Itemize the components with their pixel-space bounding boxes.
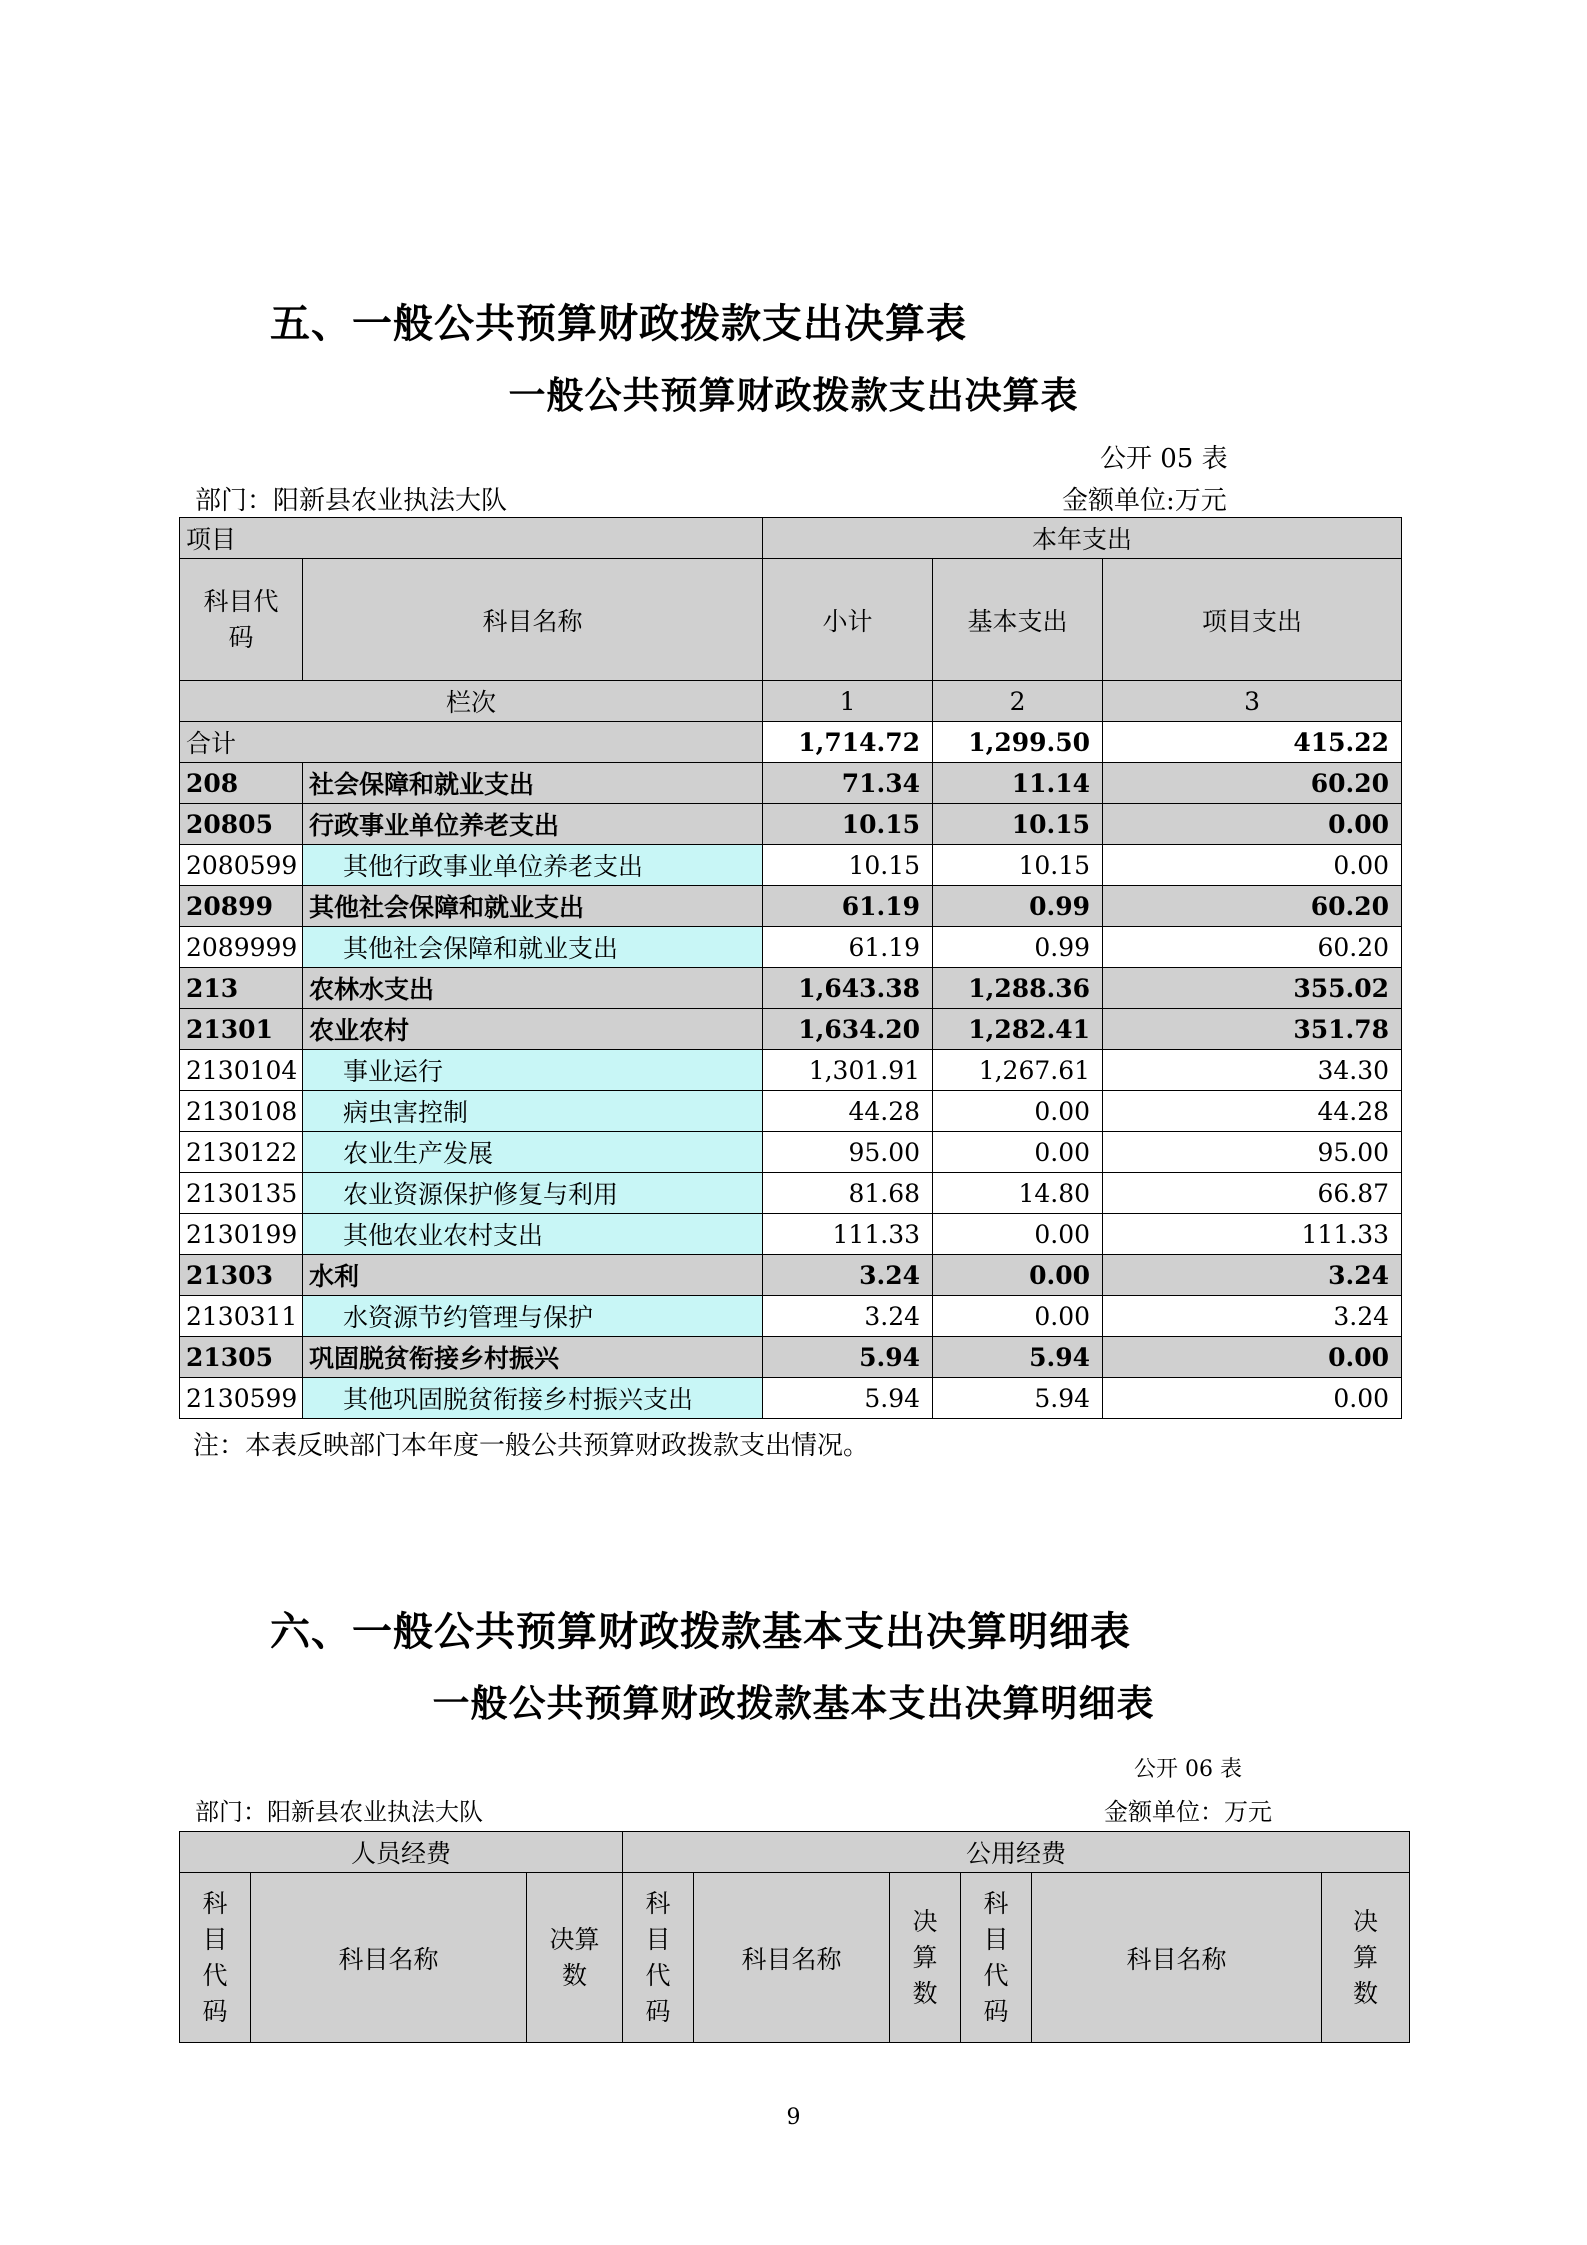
cell-code: 2130104 — [180, 1050, 303, 1091]
header-public: 公用经费 — [623, 1832, 1410, 1873]
cell-v3: 60.20 — [1103, 886, 1402, 927]
cell-v3: 0.00 — [1103, 804, 1402, 845]
cell-v1: 1,301.91 — [763, 1050, 933, 1091]
section5-unit: 金额单位:万元 — [1062, 486, 1227, 516]
cell-v1: 10.15 — [763, 845, 933, 886]
table-row — [180, 1091, 1402, 1132]
cell-v1: 3.24 — [763, 1296, 933, 1337]
cell-name: 其他巩固脱贫衔接乡村振兴支出 — [303, 1378, 763, 1419]
cell-name: 病虫害控制 — [303, 1091, 763, 1132]
cell-v2: 0.99 — [933, 927, 1103, 968]
cell-name: 农业农村 — [303, 1009, 763, 1050]
t6-code-3: 科 目 代 码 — [961, 1873, 1032, 2043]
table-row — [180, 1296, 1402, 1337]
cell-v1: 71.34 — [763, 763, 933, 804]
header-current-year: 本年支出 — [763, 518, 1402, 559]
cell-v3: 351.78 — [1103, 1009, 1402, 1050]
cell-v2: 0.00 — [933, 1296, 1103, 1337]
section5-note: 注：本表反映部门本年度一般公共预算财政拨款支出情况。 — [193, 1431, 870, 1461]
t6-amount-3: 决 算 数 — [1322, 1873, 1410, 2043]
cell-v3: 0.00 — [1103, 1378, 1402, 1419]
cell-code: 2089999 — [180, 927, 303, 968]
cell-v3: 66.87 — [1103, 1173, 1402, 1214]
t6-code-1: 科 目 代 码 — [180, 1873, 251, 2043]
header-project: 项目 — [180, 518, 763, 559]
cell-v3: 355.02 — [1103, 968, 1402, 1009]
cell-code: 2130599 — [180, 1378, 303, 1419]
t6-code-2: 科 目 代 码 — [623, 1873, 694, 2043]
cell-v2: 11.14 — [933, 763, 1103, 804]
table-row — [180, 1378, 1402, 1419]
cell-code: 20899 — [180, 886, 303, 927]
cell-v3: 111.33 — [1103, 1214, 1402, 1255]
total-label: 合计 — [180, 722, 763, 763]
t6-amount-1: 决算 数 — [527, 1873, 623, 2043]
header-c1: 1 — [763, 681, 933, 722]
header-name: 科目名称 — [303, 559, 763, 681]
table-row — [180, 1255, 1402, 1296]
expenditure-table — [179, 517, 1402, 1419]
section6-heading: 六、一般公共预算财政拨款基本支出决算明细表 — [270, 1609, 1131, 1655]
cell-code: 2130135 — [180, 1173, 303, 1214]
header-row-3 — [180, 681, 1402, 722]
cell-v3: 0.00 — [1103, 1337, 1402, 1378]
cell-v1: 81.68 — [763, 1173, 933, 1214]
total-v3: 415.22 — [1103, 722, 1402, 763]
table-row — [180, 804, 1402, 845]
cell-name: 巩固脱贫衔接乡村振兴 — [303, 1337, 763, 1378]
cell-v3: 3.24 — [1103, 1296, 1402, 1337]
cell-name: 其他农业农村支出 — [303, 1214, 763, 1255]
cell-name: 水利 — [303, 1255, 763, 1296]
cell-code: 2080599 — [180, 845, 303, 886]
header-col-label: 栏次 — [180, 681, 763, 722]
cell-name: 农业生产发展 — [303, 1132, 763, 1173]
cell-v1: 3.24 — [763, 1255, 933, 1296]
cell-v3: 0.00 — [1103, 845, 1402, 886]
cell-v2: 1,288.36 — [933, 968, 1103, 1009]
cell-v3: 95.00 — [1103, 1132, 1402, 1173]
header-code: 科目代 码 — [180, 559, 303, 681]
header-c2: 2 — [933, 681, 1103, 722]
cell-name: 农林水支出 — [303, 968, 763, 1009]
cell-code: 2130108 — [180, 1091, 303, 1132]
table-row — [180, 886, 1402, 927]
cell-v1: 1,643.38 — [763, 968, 933, 1009]
table-row — [180, 1009, 1402, 1050]
cell-v2: 0.99 — [933, 886, 1103, 927]
cell-name: 其他社会保障和就业支出 — [303, 886, 763, 927]
total-v1: 1,714.72 — [763, 722, 933, 763]
section6-title: 一般公共预算财政拨款基本支出决算明细表 — [432, 1682, 1155, 1725]
cell-name: 其他社会保障和就业支出 — [303, 927, 763, 968]
cell-v2: 14.80 — [933, 1173, 1103, 1214]
table-row — [180, 927, 1402, 968]
header-row-1 — [180, 518, 1402, 559]
cell-v3: 3.24 — [1103, 1255, 1402, 1296]
cell-code: 2130122 — [180, 1132, 303, 1173]
header-basic: 基本支出 — [933, 559, 1103, 681]
t6-name-2: 科目名称 — [694, 1873, 890, 2043]
cell-code: 21305 — [180, 1337, 303, 1378]
cell-code: 2130311 — [180, 1296, 303, 1337]
header-program: 项目支出 — [1103, 559, 1402, 681]
cell-name: 事业运行 — [303, 1050, 763, 1091]
cell-v2: 0.00 — [933, 1091, 1103, 1132]
cell-v3: 34.30 — [1103, 1050, 1402, 1091]
cell-v1: 5.94 — [763, 1337, 933, 1378]
cell-code: 21303 — [180, 1255, 303, 1296]
cell-code: 213 — [180, 968, 303, 1009]
cell-v1: 111.33 — [763, 1214, 933, 1255]
cell-code: 21301 — [180, 1009, 303, 1050]
total-v2: 1,299.50 — [933, 722, 1103, 763]
cell-name: 行政事业单位养老支出 — [303, 804, 763, 845]
cell-v1: 61.19 — [763, 886, 933, 927]
cell-code: 208 — [180, 763, 303, 804]
basic-expenditure-table — [179, 1831, 1410, 2043]
table-row — [180, 1337, 1402, 1378]
cell-v2: 1,282.41 — [933, 1009, 1103, 1050]
cell-v3: 60.20 — [1103, 927, 1402, 968]
cell-v2: 5.94 — [933, 1378, 1103, 1419]
page-number: 9 — [786, 2105, 801, 2130]
cell-v2: 0.00 — [933, 1132, 1103, 1173]
section5-title: 一般公共预算财政拨款支出决算表 — [508, 374, 1079, 417]
section6-dept: 部门：阳新县农业执法大队 — [195, 1798, 483, 1826]
cell-v1: 5.94 — [763, 1378, 933, 1419]
cell-name: 农业资源保护修复与利用 — [303, 1173, 763, 1214]
cell-v1: 10.15 — [763, 804, 933, 845]
t6-header-row-1 — [180, 1832, 1410, 1873]
header-c3: 3 — [1103, 681, 1402, 722]
cell-v2: 5.94 — [933, 1337, 1103, 1378]
total-row — [180, 722, 1402, 763]
cell-v2: 0.00 — [933, 1255, 1103, 1296]
table-row — [180, 968, 1402, 1009]
cell-v3: 44.28 — [1103, 1091, 1402, 1132]
header-row-2 — [180, 559, 1402, 681]
cell-v1: 95.00 — [763, 1132, 933, 1173]
table-row — [180, 1050, 1402, 1091]
cell-v2: 1,267.61 — [933, 1050, 1103, 1091]
cell-code: 2130199 — [180, 1214, 303, 1255]
cell-v1: 61.19 — [763, 927, 933, 968]
cell-name: 其他行政事业单位养老支出 — [303, 845, 763, 886]
cell-name: 社会保障和就业支出 — [303, 763, 763, 804]
table-row — [180, 1173, 1402, 1214]
t6-header-row-2 — [180, 1873, 1410, 2043]
header-subtotal: 小计 — [763, 559, 933, 681]
table-row — [180, 1214, 1402, 1255]
cell-v2: 0.00 — [933, 1214, 1103, 1255]
t6-amount-2: 决 算 数 — [890, 1873, 961, 2043]
cell-v1: 44.28 — [763, 1091, 933, 1132]
table-row — [180, 845, 1402, 886]
t6-name-1: 科目名称 — [251, 1873, 527, 2043]
section5-heading: 五、一般公共预算财政拨款支出决算表 — [270, 301, 967, 347]
cell-name: 水资源节约管理与保护 — [303, 1296, 763, 1337]
section5-dept: 部门：阳新县农业执法大队 — [195, 486, 508, 516]
section5-table-no: 公开 05 表 — [1100, 444, 1228, 474]
section6-unit: 金额单位：万元 — [1104, 1798, 1272, 1826]
cell-v2: 10.15 — [933, 845, 1103, 886]
section6-table-no: 公开 06 表 — [1134, 1757, 1242, 1782]
cell-v1: 1,634.20 — [763, 1009, 933, 1050]
table-row — [180, 1132, 1402, 1173]
t6-name-3: 科目名称 — [1032, 1873, 1322, 2043]
cell-v2: 10.15 — [933, 804, 1103, 845]
cell-v3: 60.20 — [1103, 763, 1402, 804]
cell-code: 20805 — [180, 804, 303, 845]
header-personnel: 人员经费 — [180, 1832, 623, 1873]
table-row — [180, 763, 1402, 804]
